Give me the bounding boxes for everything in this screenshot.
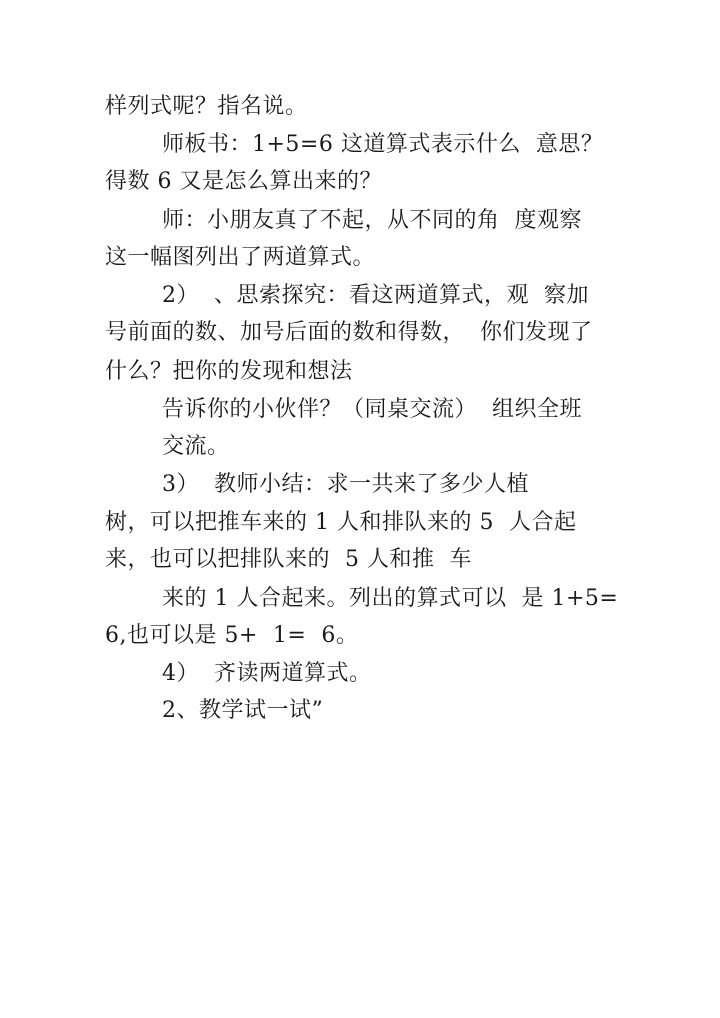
text-line-12: 树，可以把推车来的 1 人和排队来的 5 人合起: [105, 510, 577, 535]
text-line-13: 来，也可以把排队来的 5 人和推 车: [105, 547, 472, 572]
text-line-6: 2） 、思索探究：看这两道算式，观 察加: [162, 283, 589, 308]
text-line-4: 师：小朋友真了不起，从不同的角 度观察: [162, 208, 582, 233]
text-line-14: 来的 1 人合起来。列出的算式可以 是 1+5=: [162, 586, 619, 611]
text-line-16: 4） 齐读两道算式。: [162, 661, 372, 686]
text-line-17: 2、教学试一试”: [162, 698, 324, 723]
text-line-1: 样列式呢？指名说。: [105, 94, 308, 119]
text-line-2: 师板书：1+5=6 这道算式表示什么 意思？: [162, 132, 604, 157]
text-line-10: 交流。: [162, 434, 230, 459]
text-line-8: 什么？把你的发现和想法: [105, 359, 353, 384]
text-line-7: 号前面的数、加号后面的数和得数， 你们发现了: [105, 320, 593, 345]
text-line-3: 得数 6 又是怎么算出来的？: [105, 169, 382, 194]
text-line-15: 6,也可以是 5+ 1= 6。: [105, 623, 359, 648]
text-line-5: 这一幅图列出了两道算式。: [105, 245, 376, 270]
text-line-9: 告诉你的小伙伴？（同桌交流） 组织全班: [162, 397, 582, 422]
text-line-11: 3） 教师小结：求一共来了多少人植: [162, 472, 529, 497]
